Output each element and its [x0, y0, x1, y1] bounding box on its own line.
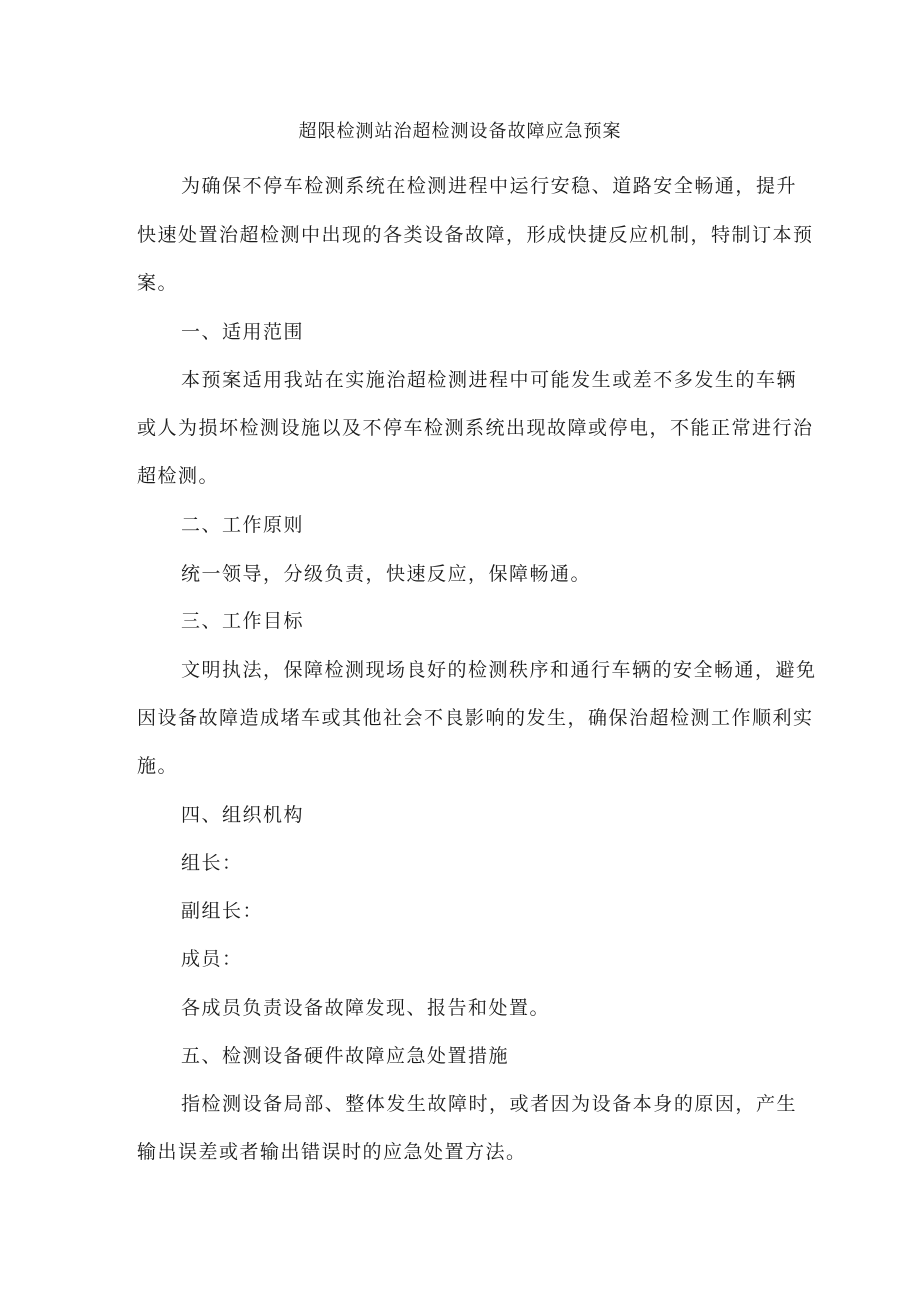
section-heading-scope: 一、适用范围: [181, 321, 305, 343]
scope-line-1: 本预案适用我站在实施治超检测进程中可能发生或差不多发生的车辆: [181, 369, 797, 391]
section-heading-organization: 四、组织机构: [181, 804, 305, 826]
org-duty: 各成员负责设备故障发现、报告和处置。: [181, 997, 551, 1019]
intro-line-2: 快速处置治超检测中出现的各类设备故障，形成快捷反应机制，特制订本预: [137, 224, 814, 246]
scope-line-3: 超检测。: [137, 465, 220, 487]
scope-line-2: 或人为损坏检测设施以及不停车检测系统出现故障或停电，不能正常进行治: [137, 417, 814, 439]
principles-line-1: 统一领导，分级负责，快速反应，保障畅通。: [181, 563, 592, 585]
section-heading-goals: 三、工作目标: [181, 610, 305, 632]
document-title: 超限检测站治超检测设备故障应急预案: [298, 121, 622, 142]
section-heading-principles: 二、工作原则: [181, 514, 305, 536]
org-deputy-leader: 副组长：: [181, 900, 264, 922]
hardware-fault-line-2: 输出误差或者输出错误时的应急处置方法。: [137, 1141, 527, 1163]
goals-line-2: 因设备故障造成堵车或其他社会不良影响的发生，确保治超检测工作顺利实: [137, 707, 814, 729]
intro-line-3: 案。: [137, 272, 179, 294]
org-members: 成员：: [181, 948, 243, 970]
hardware-fault-line-1: 指检测设备局部、整体发生故障时，或者因为设备本身的原因，产生: [181, 1093, 797, 1115]
org-leader: 组长：: [181, 852, 243, 874]
goals-line-3: 施。: [137, 755, 179, 777]
goals-line-1: 文明执法，保障检测现场良好的检测秩序和通行车辆的安全畅通，避免: [181, 659, 817, 681]
intro-line-1: 为确保不停车检测系统在检测进程中运行安稳、道路安全畅通，提升: [181, 175, 797, 197]
section-heading-hardware-fault: 五、检测设备硬件故障应急处置措施: [181, 1045, 510, 1067]
